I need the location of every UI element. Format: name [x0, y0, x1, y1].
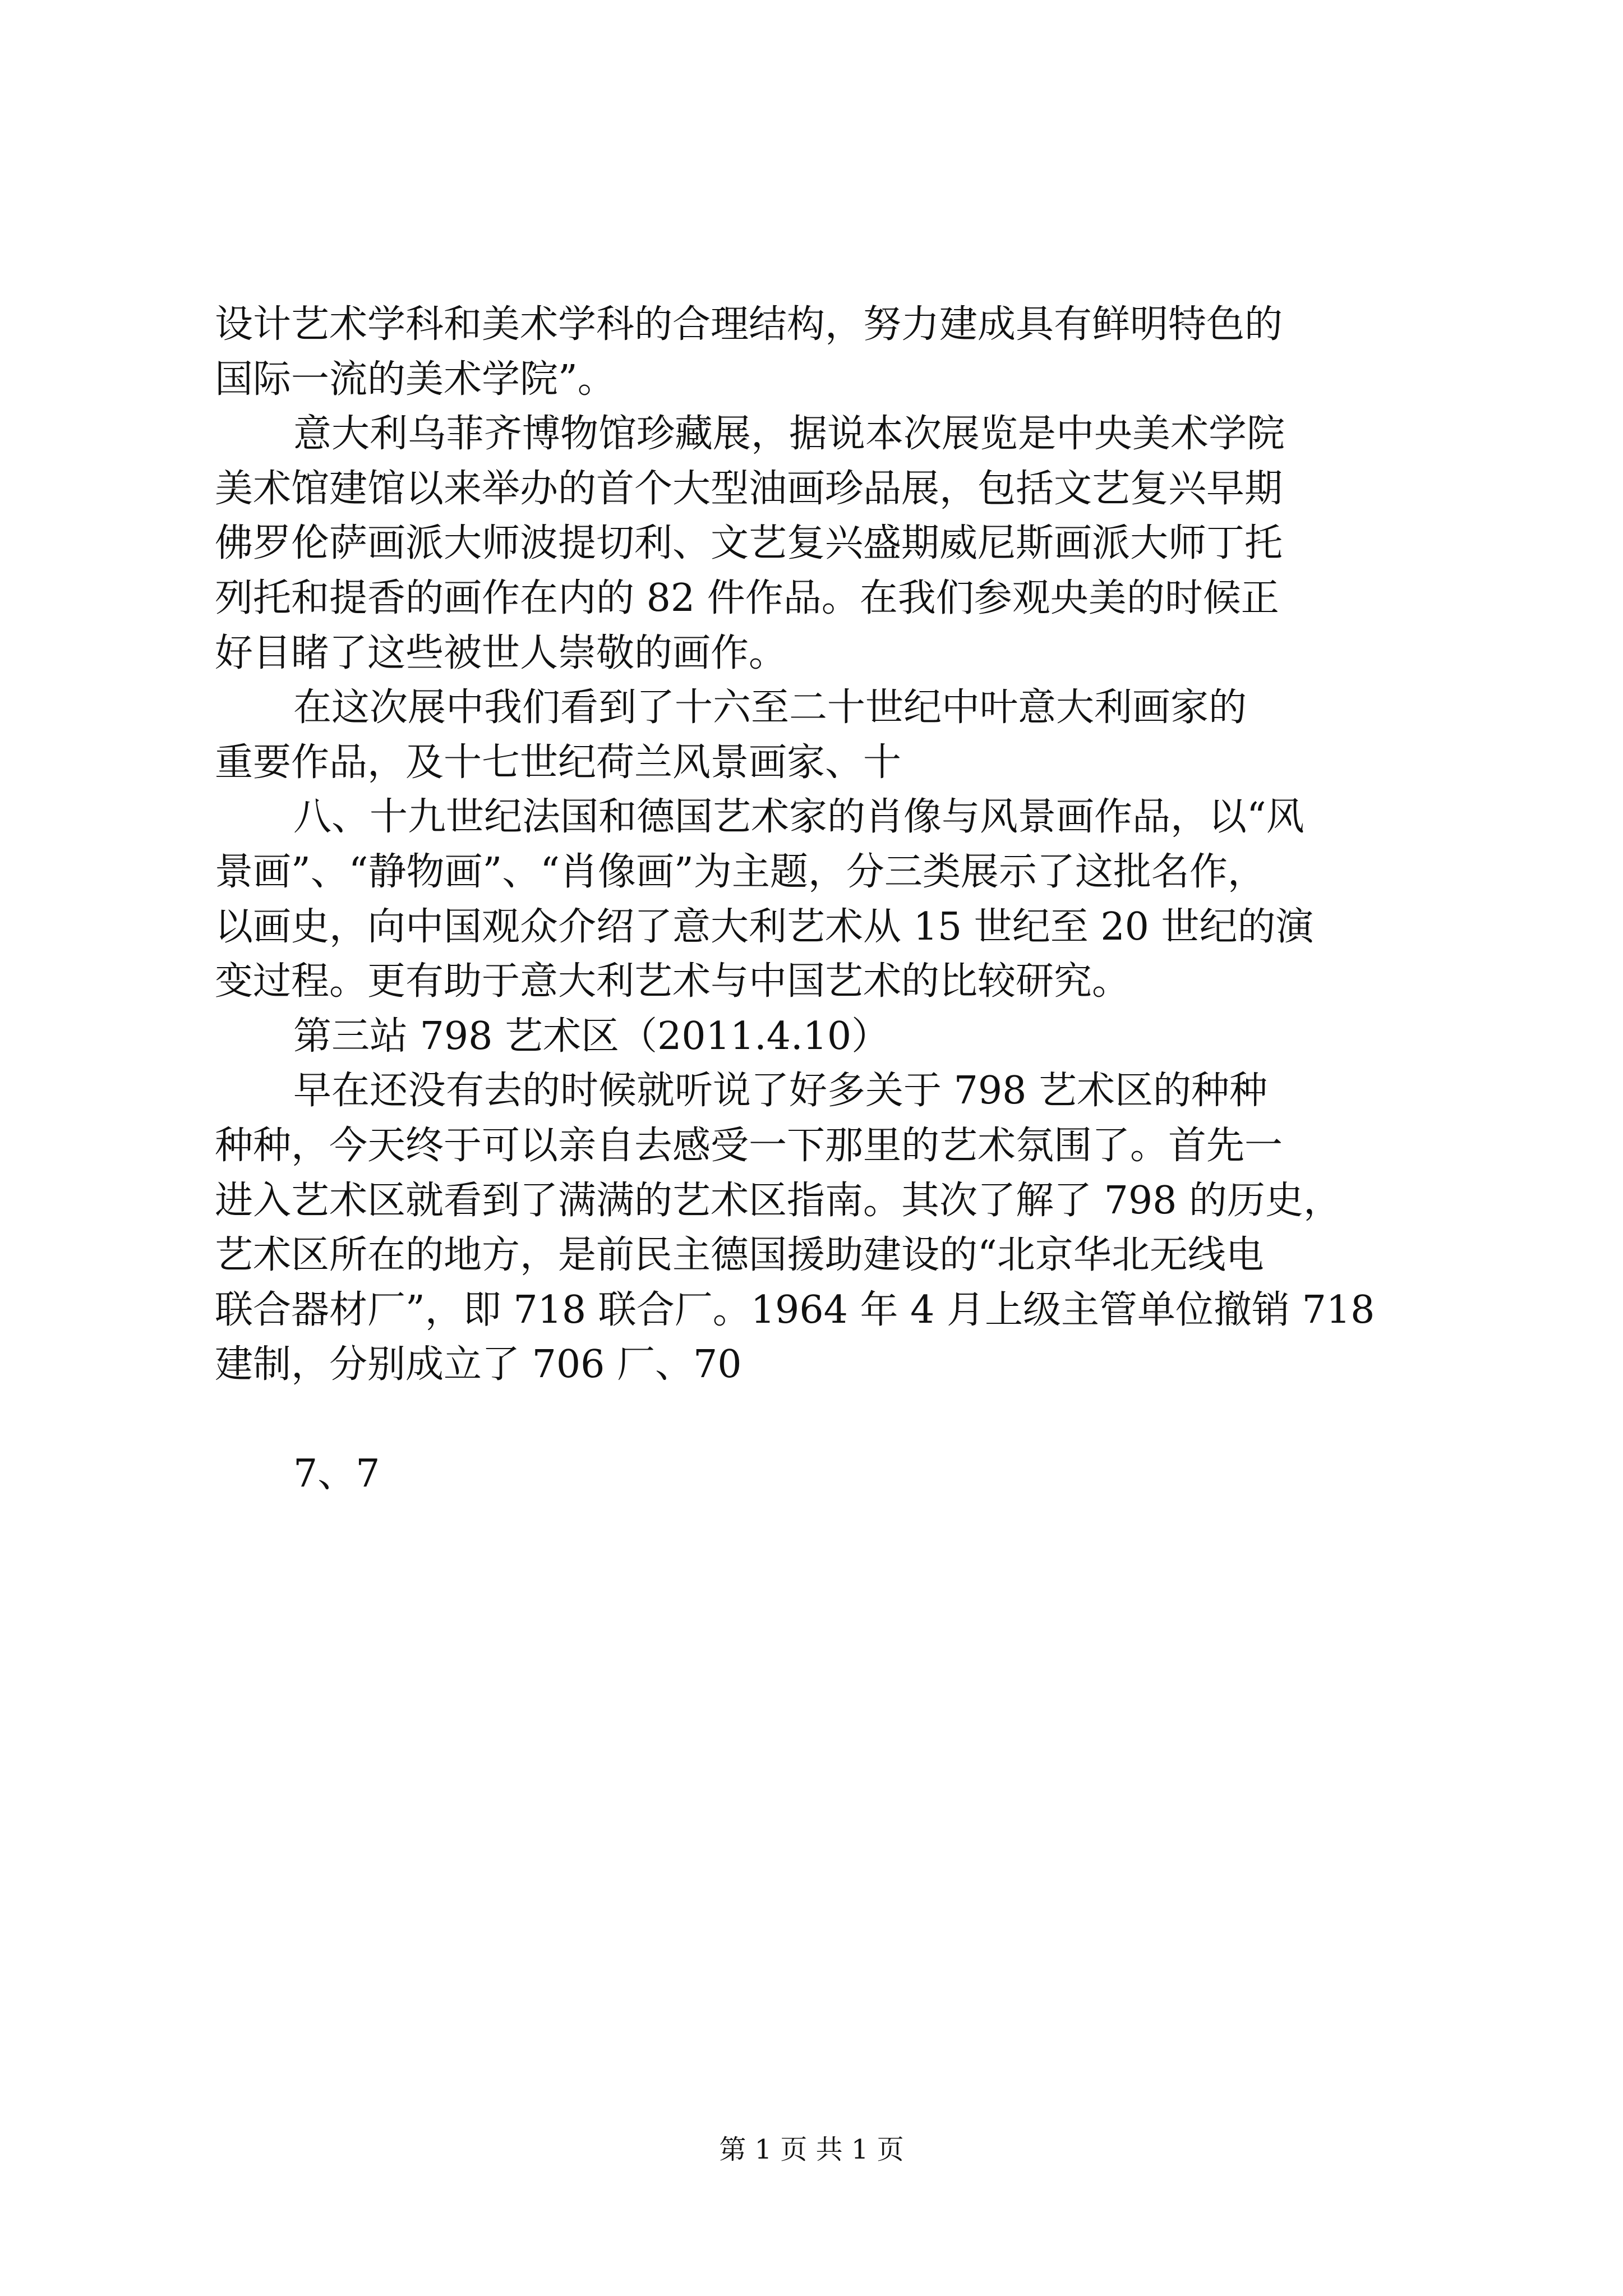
text-line: 重要作品，及十七世纪荷兰风景画家、十	[215, 740, 902, 785]
text-line: 佛罗伦萨画派大师波提切利、文艺复兴盛期威尼斯画派大师丁托	[215, 521, 1283, 566]
text-line: 国际一流的美术学院”。	[215, 357, 616, 402]
text-line: 建制，分别成立了 706 厂、70	[215, 1342, 742, 1387]
document-body	[215, 297, 1429, 1502]
text-line: 7、7	[293, 1452, 380, 1497]
text-line: 八、十九世纪法国和德国艺术家的肖像与风景画作品，以“风	[293, 795, 1304, 840]
text-line: 变过程。更有助于意大利艺术与中国艺术的比较研究。	[215, 959, 1131, 1004]
text-line: 景画”、“静物画”、“肖像画”为主题，分三类展示了这批名作，	[215, 849, 1266, 894]
text-line: 早在还没有去的时候就听说了好多关于 798 艺术区的种种	[293, 1069, 1268, 1114]
text-line: 意大利乌菲齐博物馆珍藏展，据说本次展览是中央美术学院	[293, 412, 1285, 457]
text-line: 好目睹了这些被世人崇敬的画作。	[215, 631, 787, 675]
text-line: 种种，今天终于可以亲自去感受一下那里的艺术氛围了。首先一	[215, 1123, 1283, 1168]
text-line: 进入艺术区就看到了满满的艺术区指南。其次了解了 798 的历史，	[215, 1178, 1342, 1223]
text-line: 艺术区所在的地方，是前民主德国援助建设的“北京华北无线电	[215, 1233, 1264, 1278]
text-line: 在这次展中我们看到了十六至二十世纪中叶意大利画家的	[293, 685, 1247, 730]
page-number-footer: 第 1 页 共 1 页	[719, 2134, 904, 2165]
text-line: 设计艺术学科和美术学科的合理结构，努力建成具有鲜明特色的	[215, 302, 1283, 347]
text-line: 列托和提香的画作在内的 82 件作品。在我们参观央美的时候正	[215, 576, 1279, 620]
text-line: 美术馆建馆以来举办的首个大型油画珍品展，包括文艺复兴早期	[215, 466, 1283, 511]
text-line: 联合器材厂”，即 718 联合厂。1964 年 4 月上级主管单位撤销 718	[215, 1287, 1375, 1332]
text-line: 以画史，向中国观众介绍了意大利艺术从 15 世纪至 20 世纪的演	[215, 904, 1314, 949]
section-heading: 第三站 798 艺术区（2011.4.10）	[293, 1014, 890, 1059]
blank-line	[215, 1392, 1429, 1447]
